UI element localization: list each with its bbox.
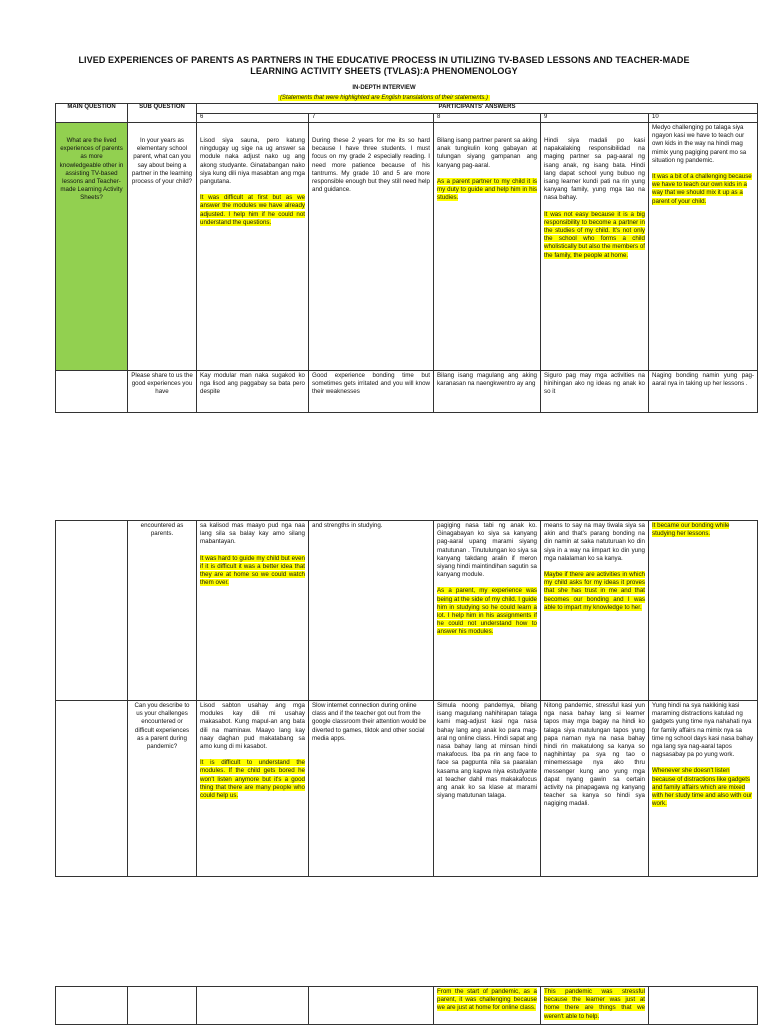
main-question-blank <box>56 521 128 701</box>
main-question-cell: What are the lived experiences of parents as more knowledgeable other in assisting TV-based lessons and Teacher-made Learning Activity Sheets? <box>56 123 128 371</box>
answer-10-q2-cont <box>649 521 758 701</box>
sub-question-3: Can you describe to us your challenges encountered or difficult experiences as a parent during pandemic? <box>128 701 197 877</box>
answer-9-q2: Siguro pag may mga activities na hinihingan ako ng ideas ng anak ko so it <box>541 371 649 413</box>
question-row-1 <box>56 123 758 371</box>
answer-9-q3-cont <box>541 987 649 1025</box>
question-row-3-cont <box>56 987 758 1025</box>
answer-7-q2-cont <box>309 521 434 701</box>
sub-question-1: In your years as elementary school parent, what can you say about being a partner in the learning process of your child? <box>128 123 197 371</box>
answer-text: Slow internet connection during online class and if the teacher got out from the google classroom their attention would be diverted to games, tiktok and other social media apps. <box>312 702 427 742</box>
header-sub-question: SUB QUESTION <box>128 104 197 123</box>
answer-7-q2: Good experience bonding time but sometimes gets irritated and you will know their weaknesses <box>309 371 434 413</box>
participant-6: 6 <box>197 114 309 123</box>
interview-table-page-3 <box>55 986 758 1025</box>
answer-10-q2: Naging bonding namin yung pag-aaral nya in taking up her lessons . <box>649 371 758 413</box>
answer-translation: It was a bit of a challenging because we have to teach our own kids in a way that we should mix it up as a parent of your child. <box>652 173 752 205</box>
answer-translation: This pandemic was stressful because the learner was just at home there are things that we weren't able to help. <box>544 988 645 1020</box>
sub-question-2: Please share to us the good experiences you have <box>128 371 197 413</box>
answer-text: Bilang isang partner parent sa aking anak tungkulin kong gabayan at tulungan siyang gampanan ang kanyang pag-aaral. <box>437 137 537 169</box>
interview-table-page-1 <box>55 103 758 413</box>
answer-8-q2-cont <box>434 521 541 701</box>
translation-note-text: (Statements that were highlighted are English translations of their statements.) <box>279 95 489 101</box>
answer-text: means to say na may tiwala siya sa akin and that's parang bonding na din namin at saka natuturuan ko din siya in a way na iimpart ko din yung mga nalalaman ko sa kanya. <box>544 522 645 562</box>
answer-translation: It was difficult at first but as we answer the modules we have already adjusted. I help him if he could not understand the questions. <box>200 194 305 226</box>
answer-7-q3-cont <box>309 987 434 1025</box>
answer-text: Hindi siya madali po kasi napakalaking responsibilidad na maging partner sa pag-aaral ng isang anak, ng isang bata. Hindi lang dapat school yung bubuo ng isang learner kundi pati na rin yung kanyang family, yung mga tao na nasa bahay. <box>544 137 645 202</box>
main-question-blank <box>56 987 128 1025</box>
translation-note <box>0 95 768 101</box>
main-question-blank <box>56 701 128 877</box>
answer-text: sa kalisod mas maayo pud nga naa lang sila sa balay kay amo silang mabantayan. <box>200 522 305 546</box>
document-title: LIVED EXPERIENCES OF PARENTS AS PARTNERS IN THE EDUCATIVE PROCESS IN UTILIZING TV-BASED LESSONS AND TEACHER-MADE LEARNING ACTIVITY SHEETS (TVLAS):A PHENOMENOLOGY <box>78 55 690 76</box>
answer-6-q3 <box>197 701 309 877</box>
interview-table-page-2 <box>55 520 758 877</box>
header-row <box>56 104 758 114</box>
answer-6-q2: Kay modular man naka sugakod ko nga lisod ang paggabay sa bata pero despite <box>197 371 309 413</box>
answer-9-q1 <box>541 123 649 371</box>
answer-8-q1 <box>434 123 541 371</box>
answer-translation: It became our bonding while studying her lessons. <box>652 522 730 538</box>
answer-text: pagiging nasa tabi ng anak ko. Ginagabayan ko siya sa kanyang pag-aaral upang marami siyang matutunan . Tinutulungan ko siya sa kanyang takdang aralin if meron siyang hindi maintindihan sagutin sa kanyang module. <box>437 522 537 579</box>
answer-10-q3-cont <box>649 987 758 1025</box>
answer-translation: From the start of pandemic, as a parent, it was challenging because we are just at home for online class. <box>437 988 537 1012</box>
question-row-2-cont <box>56 521 758 701</box>
header-participants-answers: PARTICIPANTS' ANSWERS <box>197 104 758 114</box>
interview-label: IN-DEPTH INTERVIEW <box>352 85 416 91</box>
answer-translation: It is difficult to understand the modules. If the child gets bored he won't listen anymore but it's a good thing that there are many people who could help us. <box>200 759 305 800</box>
header-main-question: MAIN QUESTION <box>56 104 128 123</box>
sub-question-2-cont: encountered as parents. <box>128 521 197 701</box>
answer-8-q2: Bilang isang magulang ang aking karanasan na naengkwentro ay ang <box>434 371 541 413</box>
participant-9: 9 <box>541 114 649 123</box>
answer-10-q3 <box>649 701 758 877</box>
answer-text: Nitong pandemic, stressful kasi yun nga nasa bahay lang si learner tapos may mga bagay na hindi ko talaga siya matulungan tapos yung papa naman nya na nasa bahay hindi rin makatulong sa kanya so naghihintay pa sya ng tao o minemessage nya ako thru messenger kung ano yung mga dapat nyang gawin sa certain activity na pinapagawa ng kanyang teacher sa kanya so hindi sya nagiging madali. <box>544 702 645 808</box>
sub-question-blank <box>128 987 197 1025</box>
answer-translation: Whenever she doesn't listen because of distractions like gadgets and family affairs which are mixed with her study time and also with our work. <box>652 767 753 808</box>
question-row-2 <box>56 371 758 413</box>
answer-translation: As a parent partner to my child it is my duty to guide and help him in his studies. <box>437 177 537 202</box>
answer-translation: Maybe if there are activities in which my child asks for my ideas it proves that she has trust in me and that becomes our bonding and I was able to impart my knowledge to her. <box>544 571 645 611</box>
participant-7: 7 <box>309 114 434 123</box>
answer-text: Lisod siya sauna, pero katung ningdugay ug sige na ug answer sa module naka adjust nako ug ang akong studyante. Ginatabangan nako siya kung dili niya masabtan ang mga pangutana. <box>200 137 305 186</box>
answer-translation: It was hard to guide my child but even if it is difficult it was a better idea that they are at home so we could watch them over. <box>200 554 305 587</box>
answer-8-q3 <box>434 701 541 877</box>
answer-8-q3-cont <box>434 987 541 1025</box>
answer-translation: As a parent, my experience was being at the side of my child. I guide him in studying so he could learn a lot. I help him in his assignments if he could not understand how to answer his modules. <box>437 587 537 636</box>
main-question-blank <box>56 371 128 413</box>
answer-6-q2-cont <box>197 521 309 701</box>
participant-10: 10 <box>649 114 758 123</box>
answer-translation: It was not easy because it is a big responsibility to become a partner in the studies of my child. It's not only the school who forms a child wholistically but also the members of the family, the people at home. <box>544 210 645 259</box>
answer-7-q3 <box>309 701 434 877</box>
answer-9-q2-cont <box>541 521 649 701</box>
answer-7-q1 <box>309 123 434 371</box>
answer-text: Medyo challenging po talaga siya ngayon kasi we have to teach our own kids in the way na hindi mag mimix yung pagiging parent mo sa situation ng pandemic. <box>652 124 747 164</box>
participant-8: 8 <box>434 114 541 123</box>
answer-text: Simula noong pandemya, bilang isang magulang nahihirapan talaga kami mag-adjust kasi nga nasa bahay lang ang anak ko para mag-aral ng online class. Hindi sapat ang nasa bahay lang at minsan hindi makafocus. Iba pa rin ang face to face sa pagpunta nila sa paaralan kasama ang kapwa niya estudyante at teacher dahil mas makakafocus ang anak ko sa klase at marami siyang matutunan talaga. <box>437 702 537 800</box>
answer-9-q3 <box>541 701 649 877</box>
answer-text: and strengths in studying. <box>312 522 383 529</box>
answer-text: Lisod sabton usahay ang mga modules kay dili mi usahay makasabot. Kung mapul-an ang bata dili na maminaw. Maayo lang kay naay daghan pud makatabang sa amo kung di mi kasabot. <box>200 702 305 751</box>
question-row-3 <box>56 701 758 877</box>
answer-6-q1 <box>197 123 309 371</box>
answer-6-q3-cont <box>197 987 309 1025</box>
answer-text: Yung hindi na sya nakikinig kasi maraming distractions katulad ng gadgets yung time nya nahahati nya for family affairs na mimix nya sa time ng school days kasi nasa bahay nga lang sya nag-aaral tapos nagsasabay pa po yung work. <box>652 702 754 759</box>
answer-text: During these 2 years for me its so hard because I have three students. I must focus on my grade 2 especially reading. I need more patience because of his tantrums. My grade 10 and 5 are more responsible enough but they still need help and guidance. <box>312 137 430 194</box>
answer-10-q1 <box>649 123 758 371</box>
